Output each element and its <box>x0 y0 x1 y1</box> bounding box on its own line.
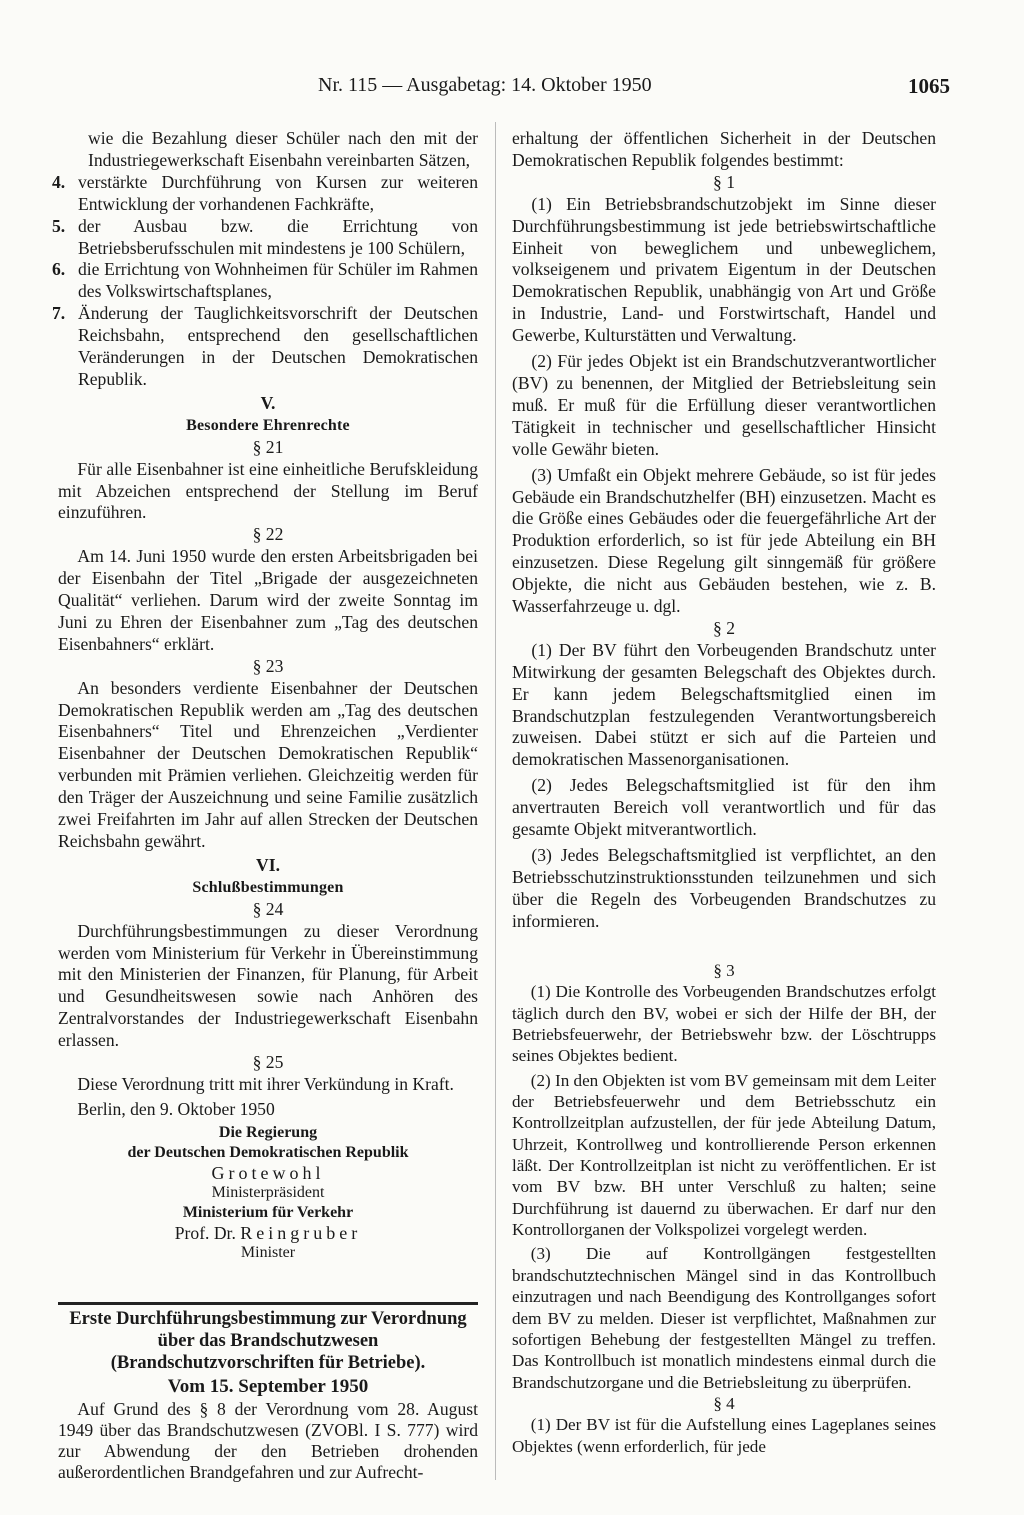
regulation-title: Erste Durchführungsbestimmung zur Verordnung über das Brandschutzwesen (Brandschutzvorschriften für Betriebe). <box>69 1309 467 1373</box>
paragraph-number: § 3 <box>713 961 735 980</box>
list-item <box>52 215 478 260</box>
list-item <box>52 171 478 216</box>
signature-block <box>58 1123 478 1263</box>
paragraph-number: § 21 <box>252 436 284 457</box>
paragraph-text: An besonders verdiente Eisenbahner der Deutschen Demokratischen Republik werden am „Tag des deutschen Eisenbahners“ Titel und Ehrenzeichen „Verdienter Eisenbahner der Deutschen Demokratischen Republik“ verbunden mit Prämien verliehen. Gleichzeitig werden für den Träger der Auszeichnung und seine Familie zusätzlich zwei Freifahrten im Jahr auf allen Strecken der Deutschen Reichsbahn gewährt. <box>58 677 478 851</box>
list-number: 6. <box>52 259 66 280</box>
list-text: Änderung der Tauglichkeitsvorschrift der Deutschen Reichsbahn, entsprechend den gesellschaftlichen Veränderungen in der Deutschen Demokratischen Republik. <box>78 303 478 389</box>
signatory-name-line <box>58 1223 478 1243</box>
ministry-label: Ministerium für Verkehr <box>182 1203 354 1221</box>
left-column <box>52 128 478 1263</box>
subsection-text: (3) Umfaßt ein Objekt mehrere Gebäude, so ist für jedes Gebäude ein Brandschutzhelfer (BH) einzusetzen. Macht es die Größe eines Gebäudes oder die feuergefährliche Art der Produktion erforderlich, so ist für jede Abteilung ein BH einzusetzen. Diese Regelung gilt sinngemäß für größere Objekte, die nicht aus Gebäuden bestehen, wie z. B. Wasserfahrzeuge u. dgl. <box>512 464 936 617</box>
signatory-name: Reingruber <box>240 1222 362 1243</box>
section-numeral: VI. <box>256 854 280 875</box>
list-item <box>52 259 478 303</box>
subsection-text: (1) Der BV führt den Vorbeugenden Brandschutz unter Mitwirkung der gesamten Belegschaft des Objektes durch. Er kann jedem Belegschaftsmitglied einen im Brandschutzplan festzulegenden Verantwortungsbereich zuweisen. Dabei stützt er sich auf die Parteien und demokratischen Massenorganisationen. <box>512 639 936 770</box>
paragraph-number: § 24 <box>252 898 284 919</box>
right-column <box>512 128 936 933</box>
list-text: verstärkte Durchführung von Kursen zur weiteren Entwicklung der vorhandenen Fachkräfte, <box>78 171 478 214</box>
section-title: Schlußbestimmungen <box>192 878 344 896</box>
column-divider <box>495 122 496 1480</box>
paragraph-number: § 1 <box>713 171 735 192</box>
section-rule <box>58 1302 478 1305</box>
page-header <box>0 74 1024 104</box>
list-item <box>52 303 478 391</box>
paragraph-number: § 2 <box>713 617 735 638</box>
issue-line: Nr. 115 — Ausgabetag: 14. Oktober 1950 <box>318 74 652 96</box>
government-name: der Deutschen Demokratischen Republik <box>127 1143 409 1161</box>
regulation-date: Vom 15. September 1950 <box>167 1376 369 1397</box>
subsection-text: (2) Für jedes Objekt ist ein Brandschutzverantwortlicher (BV) zu benennen, der Mitglied der Betriebsleitung sein muß. Er muß für die Erfüllung dieser verantwortlichen Tätigkeit in technischer und gesellschaftlicher Hinsicht volle Gewähr bieten. <box>512 351 936 459</box>
subsection-text: (1) Der BV ist für die Aufstellung eines Lageplanes seines Objektes (wenn erforderlich, für jede <box>512 1415 936 1456</box>
new-regulation <box>58 1308 478 1483</box>
regulation-preamble: Auf Grund des § 8 der Verordnung vom 28. August 1949 über das Brandschutzwesen (ZVOBl. I S. 777) wird zur Abwendung der den Betrieben drohenden außerordentlichen Brandgefahren und zur Aufrecht- <box>58 1399 478 1482</box>
paragraph-text: Diese Verordnung tritt mit ihrer Verkündung in Kraft. <box>77 1073 454 1094</box>
signatory-role: Minister <box>240 1243 296 1261</box>
list-text: die Errichtung von Wohnheimen für Schüler im Rahmen des Volkswirtschaftsplanes, <box>78 259 478 302</box>
section-numeral: V. <box>260 392 276 413</box>
paragraph-text: erhaltung der öffentlichen Sicherheit in der Deutschen Demokratischen Republik folgendes bestimmt: <box>512 128 936 170</box>
subsection-text: (3) Die auf Kontrollgängen festgestellten brandschutztechnischen Mängel sind in das Kontrollbuch einzutragen und nach Beendigung des Kontrollganges sofort dem BV zu melden. Dieser ist verpflichtet, Maßnahmen zur sofortigen Behebung der festgestellten Mängel zu treffen. Das Kontrollbuch ist monatlich mindestens einmal durch die Brandschutzorgane und die Betriebsleitung zu überprüfen. <box>512 1244 936 1392</box>
right-column-lower <box>512 961 936 1457</box>
page-number: 1065 <box>908 74 950 98</box>
list-number: 5. <box>52 215 66 236</box>
subsection-text: (1) Ein Betriebsbrandschutzobjekt im Sinne dieser Durchführungsbestimmung ist jede betriebswirtschaftliche Einheit von beweglichem und unbeweglichem, volkseigenem und privatem Eigentum in der Deutschen Demokratischen Republik, unabhängig von Art und Größe in Industrie, Land- und Forstwirtschaft, Handel und Gewerbe, Kulturstätten und Verwaltung. <box>512 193 936 346</box>
continuation-text: wie die Bezahlung dieser Schüler nach den mit der Industriegewerkschaft Eisenbahn vereinbarten Sätzen, <box>88 128 478 170</box>
list-text: der Ausbau bzw. die Errichtung von Betriebsberufsschulen mit mindestens je 100 Schülern, <box>78 215 478 258</box>
paragraph-number: § 22 <box>252 524 284 545</box>
government-label: Die Regierung <box>218 1123 318 1141</box>
subsection-text: (2) Jedes Belegschaftsmitglied ist für den ihm anvertrauten Bereich voll verantwortlich und für das gesamte Objekt mitverantwortlich. <box>512 775 936 840</box>
signatory-name: Grotewohl <box>211 1162 325 1183</box>
list-number: 4. <box>52 171 66 192</box>
signatory-title: Prof. Dr. <box>174 1222 236 1243</box>
subsection-text: (3) Jedes Belegschaftsmitglied ist verpflichtet, an den Betriebsschutzinstruktionsstunden teilzunehmen und sich über die Regeln des Vorbeugenden Brandschutzes zu informieren. <box>512 845 936 931</box>
signatory-role: Ministerpräsident <box>211 1183 325 1201</box>
paragraph-number: § 4 <box>713 1393 735 1413</box>
section-title: Besondere Ehrenrechte <box>186 416 350 434</box>
paragraph-number: § 25 <box>252 1052 284 1073</box>
paragraph-text: Durchführungsbestimmungen zu dieser Verordnung werden vom Ministerium für Verkehr in Übereinstimmung mit den Ministerien der Finanzen, für Planung, für Arbeit und Gesundheitswesen sowie nach Anhören des Zentralvorstandes der Industriegewerkschaft Eisenbahn erlassen. <box>58 920 478 1051</box>
paragraph-number: § 23 <box>252 655 284 676</box>
list-number: 7. <box>52 303 66 324</box>
subsection-text: (2) In den Objekten ist vom BV gemeinsam mit dem Leiter der Betriebsfeuerwehr und dem Betriebsschutz ein Kontrollzeitplan aufzustellen, der für jede Abteilung Datum, Uhrzeit, Kontrollweg und kontrollierende Person erkennen läßt. Der Kontrollzeitplan ist nicht zu veröffentlichen. Er ist vom BV bzw. BH unter Verschluß zu halten; seine Durchführung ist dauernd zu überwachen. Er darf nur den Kontrollorganen der Volkspolizei vorgelegt werden. <box>512 1070 936 1240</box>
subsection-text: (1) Die Kontrolle des Vorbeugenden Brandschutzes erfolgt täglich durch den BV, wobei er sich der Hilfe der BH, der Betriebsfeuerwehr, der Betriebswehr bzw. der Löschtrupps seines Objektes bedient. <box>512 982 936 1066</box>
place-date: Berlin, den 9. Oktober 1950 <box>77 1098 275 1119</box>
paragraph-text: Am 14. Juni 1950 wurde den ersten Arbeitsbrigaden bei der Eisenbahn der Titel „Brigade der ausgezeichneten Qualität“ verliehen. Darum wird der zweite Sonntag im Juni zu Ehren der Eisenbahner zum „Tag des deutschen Eisenbahners“ erklärt. <box>58 546 478 654</box>
paragraph-text: Für alle Eisenbahner ist eine einheitliche Berufskleidung mit Abzeichen entsprechend der Stellung im Beruf einzuführen. <box>58 458 478 523</box>
